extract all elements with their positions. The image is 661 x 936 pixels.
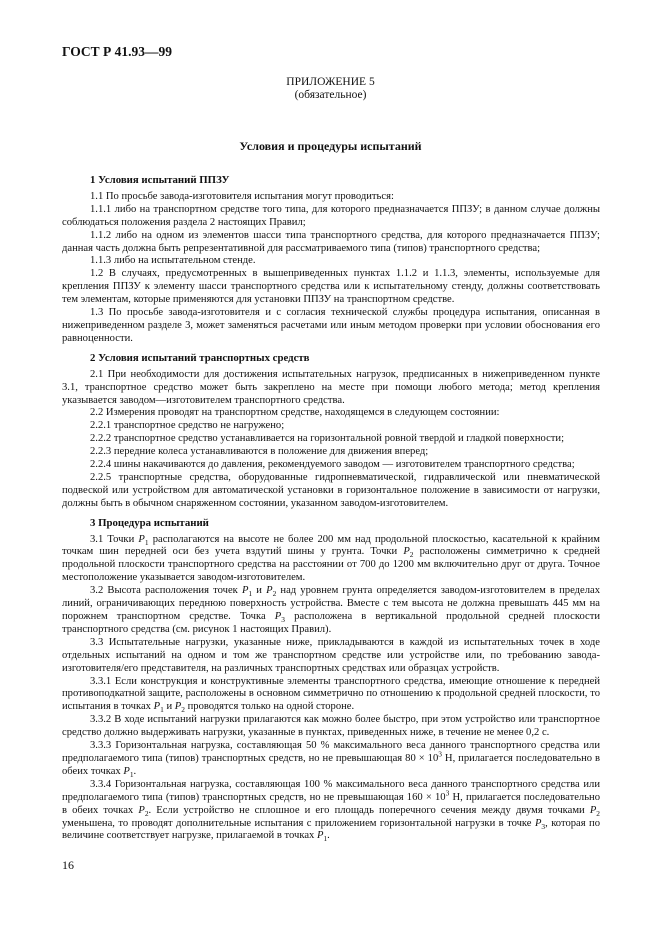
document-code: ГОСТ Р 41.93—99 <box>62 44 173 59</box>
paragraph: 3.1 Точки $P_1$ располагаются на высоте не более 200 мм над продольной плоскостью, касательной к крайним точкам шин передней оси без учета вздутий шины у грунта. Точки $P_2$ расположены симметрично к средней продольной плоскости транспортного средства на расстоянии от 700 до 1200 мм включительно друг от друга. Точное местоположение указывается заводом-изготовителем. <box>62 533 600 584</box>
point-symbol: P <box>266 585 273 597</box>
point-symbol: P <box>174 701 182 713</box>
paragraph: 1.1.2 либо на одном из элементов шасси типа транспортного средства, для которого предназначается ППЗУ; данная часть должна быть репрезентативной для рассматриваемого типа (типов) транспортного средства; <box>62 229 600 254</box>
section-heading: 2 Условия испытаний транспортных средств <box>90 351 310 364</box>
point-symbol: P <box>274 611 282 622</box>
paragraph: 2.2.3 передние колеса устанавливаются в положение для движения вперед; <box>90 446 429 458</box>
paragraph: 2.1 При необходимости для достижения испытательных нагрузок, предписанных в нижеприведенном пункте 3.1, транспортное средство может быть закреплено на месте при помощи любого метода; метод крепления указывается заводом—изготовителем транспортного средства. <box>62 368 600 406</box>
paragraph: 2.2.2 транспортное средство устанавливается на горизонтальной ровной твердой и гладкой поверхности; <box>90 433 565 445</box>
annex-heading <box>0 76 661 102</box>
paragraph: 2.2 Измерения проводят на транспортном средстве, находящемся в следующем состоянии: <box>90 407 500 419</box>
paragraph: 3.3 Испытательные нагрузки, указанные ниже, прикладываются в каждой из испытательных точек в ходе отдельных испытаний на одном и том же транспортном средстве или устройстве или, по требованию завода-изготовителя/его представителя, на различных транспортных средствах или образцах устройств. <box>62 636 600 674</box>
section-heading: 1 Условия испытаний ППЗУ <box>90 174 230 186</box>
document-title: Условия и процедуры испытаний <box>239 139 422 153</box>
document-body <box>62 168 600 843</box>
paragraph: 1.2 В случаях, предусмотренных в вышеприведенных пунктах 1.1.2 и 1.1.3, элементы, используемые для крепления ППЗУ к элементу шасси транспортного средства или к испытательному стенду, должны соответствовать тем элементам, которые применяются для установки ППЗУ на транспортном средстве. <box>62 268 600 306</box>
paragraph: 3.2 Высота расположения точек $P_1$ и $P_2$ над уровнем грунта определяется заводом-изготовителем в пределах линий, ограничивающих переднюю поверхность устройства. Вместе с тем высота не должна превышать 445 мм на порожнем транспортном средстве. Точка $P_3$ расположена в вертикальной продольной средней плоскости транспортного средства (см. рисунок 1 настоящих Правил). <box>62 585 601 635</box>
paragraph: 3.3.2 В ходе испытаний нагрузки прилагаются как можно более быстро, при этом устройство или транспортное средство должно выдерживать нагрузки, указанные в пунктах, приведенных ниже, в течение не менее 0,2 с. <box>62 714 600 739</box>
paragraph: 3.3.3 Горизонтальная нагрузка, составляющая 50 % максимального веса данного транспортного средства или предполагаемого типа (типов) транспортных средств, но не превышающая $80 \times 10^3$ Н, прилагается последовательно в обеих точках $P_1$. <box>62 740 601 779</box>
paragraph: 2.2.4 шины накачиваются до давления, рекомендуемого заводом — изготовителем транспортного средства; <box>90 459 575 471</box>
paragraph: 1.1 По просьбе завода-изготовителя испытания могут проводиться: <box>90 190 394 202</box>
paragraph: 2.2.1 транспортное средство не нагружено; <box>90 420 285 432</box>
point-symbol: P <box>316 830 324 842</box>
point-symbol: P <box>123 765 130 777</box>
point-symbol: P <box>534 817 542 829</box>
paragraph: 1.1.3 либо на испытательном стенде. <box>90 255 256 267</box>
paragraph: 3.3.1 Если конструкция и конструктивные элементы транспортного средства, имеющие отношение к передней противоподкатной защите, расположены в основном симметрично по отношению к продольной средней плоскости, то испытания в точках $P_1$ и $P_2$ проводятся только на одной стороне. <box>62 675 600 715</box>
paragraph: 1.1.1 либо на транспортном средстве того типа, для которого предназначается ППЗУ; в данном случае должны соблюдаться положения раздела 2 настоящих Правил; <box>62 203 600 228</box>
annex-title: ПРИЛОЖЕНИЕ 5 <box>286 76 375 88</box>
paragraph: 3.3.4 Горизонтальная нагрузка, составляющая 100 % максимального веса данного транспортного средства или предполагаемого типа (типов) транспортных средств, но не превышающая $160 \times 10^3$ Н, прилагается последовательно в обеих точках $P_2$. Если устройство не сплошное и его площадь поперечного сечения между двумя точками $P_2$ уменьшена, то проводят дополнительные испытания с приложением горизонтальной нагрузки в точке $P_3$, которая по величине соответствует нагрузке, прилагаемой в точках $P_1$. <box>62 778 600 844</box>
page-number: 16 <box>62 858 74 872</box>
section-heading: 3 Процедура испытаний <box>90 516 209 529</box>
point-symbol: P <box>153 701 161 713</box>
point-symbol: P <box>241 585 249 597</box>
annex-subtitle: (обязательное) <box>294 89 367 101</box>
point-symbol: P <box>138 533 145 545</box>
point-symbol: P <box>403 546 410 558</box>
paragraph: 1.3 По просьбе завода-изготовителя и с согласия технической службы процедура испытания, описанная в нижеприведенном разделе 3, может заменяться расчетами или иным методом проверки при условии обоснования его равноценности. <box>62 307 600 344</box>
point-symbol: P <box>138 804 145 816</box>
point-symbol: P <box>589 804 597 816</box>
paragraph: 2.2.5 транспортные средства, оборудованные гидропневматической, гидравлической или пневматической подвеской или устройством для автоматической установки в горизонтальное положение в зависимости от нагрузки, должны быть в обычном снаряженном состоянии, указанном заводом-изготовителем. <box>62 471 600 509</box>
